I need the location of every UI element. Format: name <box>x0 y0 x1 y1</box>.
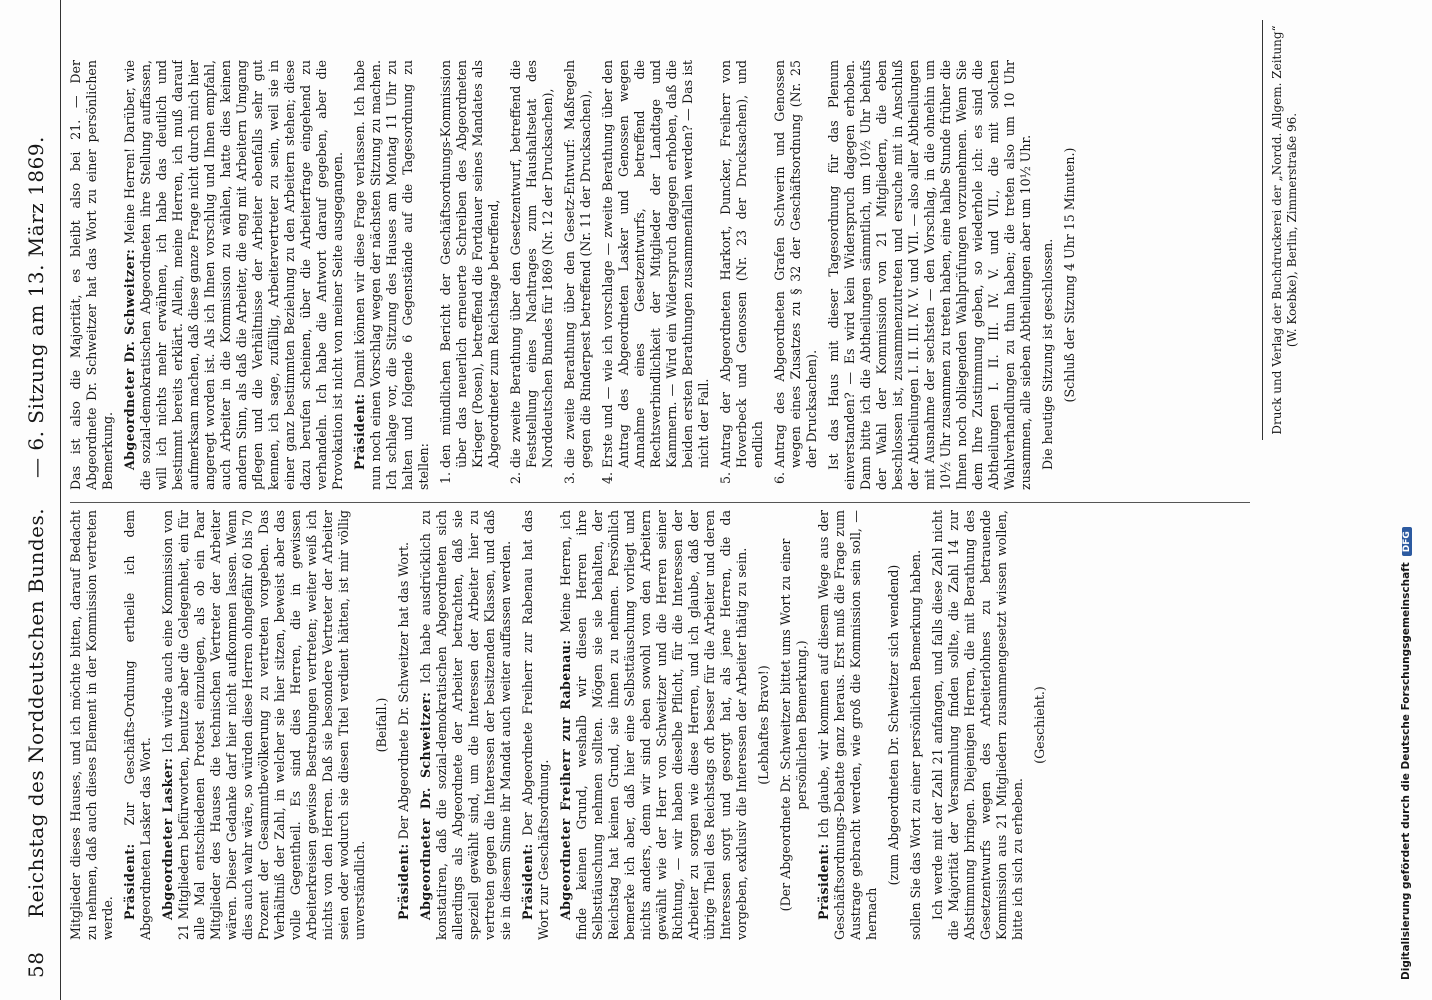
stage-direction: (zum Abgeordneten Dr. Schweitzer sich wendend) <box>886 564 901 886</box>
paragraph: Mitglieder dieses Hauses, und ich möchte bitten, darauf Bedacht zu nehmen, daß auch dieses Element in der Kommission vertreten werde. <box>68 510 115 940</box>
reaction: (Beifall.) <box>374 697 389 753</box>
paragraph: Das ist also die Majorität, es bleibt also bei 21. — Der Abgeordnete Dr. Schweitzer hat das Wort zu einer persönlichen Bemerkung. <box>68 60 115 490</box>
imprint-rule <box>1262 20 1263 440</box>
reaction: (Geschieht.) <box>1032 686 1047 764</box>
page-header <box>24 18 54 978</box>
agenda-list <box>438 60 820 490</box>
left-column <box>68 510 1298 940</box>
right-column <box>68 60 1298 490</box>
agenda-item: 5. Antrag der Abgeordneten Harkort, Duncker, Freiherr von Hoverbeck und Genossen (Nr. 23 der Drucksachen), und endlich <box>718 60 766 468</box>
paragraph <box>396 510 412 940</box>
header-title-left: Reichstag des Norddeutschen Bundes. <box>24 507 48 918</box>
session-closing: (Schluß der Sitzung 4 Uhr 15 Minuten.) <box>1062 147 1077 403</box>
speaker-name: Abgeordneter Dr. Schweitzer: <box>418 691 433 920</box>
paragraph <box>160 510 368 940</box>
paragraph <box>122 60 346 490</box>
paragraph <box>418 510 514 940</box>
dfg-logo: DFG <box>1402 527 1412 556</box>
speaker-name: Präsident: <box>396 843 411 920</box>
speech-text: Ich glaube, wir kommen auf diesem Wege aus der Geschäftsordnungs-Debatte ganz heraus. Erst muß die Frage zum Austrage gebracht werden, wie groß die Kommission sein soll, — hernach <box>816 510 879 940</box>
credit-text: Digitalisierung gefördert durch die Deutsche Forschungsgemeinschaft <box>1400 562 1412 980</box>
speaker-name: Abgeordneter Lasker: <box>160 757 175 920</box>
speech-text: Ich würde auch eine Kommission von 21 Mitgliedern befürworten, benutze aber die Gelegenheit, ein für alle Mal entschiedenen Protest einzulegen, als ob ein Paar Mitglieder des Hauses die technischen Vertreter der Arbeiter wären. Dieser Gedanke darf hier nicht aufkommen lassen. Wenn dies auch wahr wäre, so würden diese Herren ohngefähr 60 bis 70 Prozent der Gesammtbevölkerung zu vertreten vorgeben. Das Verhältniß der Zahl, in welcher sie hier sitzen, beweist aber das volle Gegentheil. Es sind dies Herren, die in gewissen Arbeiterkreisen gewisse Bestrebungen vertreten; weiter weiß ich nichts von den Herren. Daß sie besondere Vertreter der Arbeiter seien oder wodurch sie diesen Titel verdient hätten, ist mir völlig unverständlich. <box>160 510 367 940</box>
paragraph <box>558 510 750 940</box>
reaction: (Lebhaftes Bravo!) <box>756 665 771 785</box>
speech-text: Meine Herren! Darüber, wie die sozial-demokratischen Abgeordneten ihre Stellung auffassen, will ich nichts mehr erwähnen, ich habe das deutlich und bestimmt bereits erklärt. Allein, meine Herren, ich muß darauf aufmerksam machen, daß diese ganze Frage nicht durch mich hier angeregt worden ist. Als ich Ihnen vorschlug und Ihnen empfahl, auch Arbeiter in die Kommission zu wählen, hatte dies keinen andern Sinn, als daß die Arbeiter, die eng mit Arbeitern Umgang pflegen und die Verhältnisse der Arbeiter ebenfalls sehr gut kennen, ich sage, zufällig, Arbeitervertreter zu sein, weil sie in einer ganz bestimmten Beziehung zu den Arbeitern stehen; diese dazu berufen scheinen, über die Arbeiterfrage eingehend zu verhandeln. Ich habe die Antwort darauf gegeben, aber die Provokation ist nicht von meiner Seite ausgegangen. <box>122 60 345 490</box>
printer-imprint: Druck und Verlag der Buchdruckerei der „Nordd. Allgem. Zeitung“ (W. Koebke), Berlin, Zimmerstraße 96. <box>1270 25 1299 435</box>
paragraph: Die heutige Sitzung ist geschlossen. <box>1040 238 1055 470</box>
speaker-name: Abgeordneter Freiherr zur Rabenau: <box>558 639 573 920</box>
agenda-item: 6. Antrag des Abgeordneten Grafen Schwerin und Genossen wegen eines Zusatzes zu § 32 der Geschäftsordnung (Nr. 25 der Drucksachen). <box>772 60 820 468</box>
page-number: 58 <box>24 951 48 978</box>
speaker-name: Präsident: <box>352 393 367 470</box>
speaker-name: Präsident: <box>520 843 535 920</box>
agenda-item: 3. die zweite Berathung über den Gesetz-Entwurf: Maßregeln gegen die Rinderpest betreffend (Nr. 11 der Drucksachen), <box>562 60 594 468</box>
column-separator <box>70 502 1250 503</box>
paragraph: sollen Sie das Wort zu einer persönlichen Bemerkung haben. <box>908 549 923 940</box>
paragraph: Ich werde mit der Zahl 21 anfangen, und falls diese Zahl nicht die Majorität der Versammlung finden sollte, die Zahl 14 zur Abstimmung bringen. Diejenigen Herren, die mit Berathung des Gesetzentwurfs wegen des Arbeiterlohnes zu betrauende Kommission aus 21 Mitgliedern zusammengesetzt wissen wollen, bitte ich sich zu erheben. <box>930 510 1025 940</box>
stage-direction: (Der Abgeordnete Dr. Schweitzer bittet ums Wort zu einer persönlichen Bemerkung.) <box>778 538 809 912</box>
paragraph <box>352 60 432 490</box>
digitization-credit <box>1400 20 1424 980</box>
agenda-item: 4. Erste und — wie ich vorschlage — zweite Berathung über den Antrag des Abgeordneten Lasker und Genossen wegen Annahme eines Gesetzentwurfs, betreffend die Rechtsverbindlichkeit der Mitglieder der Landtage und Kammern. — Wird ein Widerspruch dagegen erhoben, daß die beiden ersten Berathungen zusammenfallen werden? — Das ist nicht der Fall. <box>600 60 712 468</box>
agenda-item: 1. den mündlichen Bericht der Geschäftsordnungs-Kommission über das neuerlich erneuerte Schreiben des Abgeordneten Krieger (Posen), betreffend die Fortdauer seines Mandates als Abgeordneter zum Reichstage betreffend, <box>438 60 502 468</box>
speech-text: Der Abgeordnete Freiherr zur Rabenau hat das Wort zur Geschäftsordnung. <box>520 510 551 940</box>
speech-text: Meine Herren, ich finde keinen Grund, weshalb wir diesen Herren ihre Selbsttäuschung nehmen sollten. Mögen sie sie behalten, der Reichstag hat keinen Grund, sie ihnen zu nehmen. Persönlich bemerke ich aber, daß hier eine Selbsttäuschung vorliegt und nichts anders, denn wir sind eben sowohl von den Arbeitern gewählt wie der Herr von Schweitzer und die Herren seiner Richtung, — wir haben dieselbe Pflicht, für die Interessen der Arbeiter zu sorgen wie diese Herren, und ich glaube, daß der übrige Theil des Reichstags oft besser für die Arbeiter und deren Interessen sorgt und gesorgt hat, als jene Herren, die da vorgeben, exklusiv die Interessen der Arbeiter thätig zu sein. <box>558 510 749 940</box>
speech-text: Ich habe ausdrücklich zu konstatiren, daß die sozial-demokratischen Abgeordneten sich allerdings als Abgeordnete der Arbeiter betrachten, daß sie speziell gewählt sind, um die Interessen der Arbeiter hier zu vertreten gegen die Interessen der besitzenden Klassen, und daß sie in diesem Sinne ihr Mandat auch weiter auffassen werden. <box>418 510 513 940</box>
agenda-item: 2. die zweite Berathung über den Gesetzentwurf, betreffend die Feststellung eines Nachtrages zum Haushaltsetat des Norddeutschen Bundes für 1869 (Nr. 12 der Drucksachen), <box>508 60 556 468</box>
header-rule <box>60 0 61 1000</box>
speaker-name: Abgeordneter Dr. Schweitzer: <box>122 248 137 470</box>
speech-text: Zur Geschäfts-Ordnung ertheile ich dem Abgeordneten Lasker das Wort. <box>122 510 153 940</box>
speech-text: Damit können wir diese Frage verlassen. Ich habe nun noch einen Vorschlag wegen der nächsten Sitzung zu machen. Ich schlage vor, die Sitzung des Hauses am Montag 11 Uhr zu halten und folgende 6 Gegenstände auf die Tagesordnung zu stellen: <box>352 60 431 490</box>
paragraph <box>816 510 880 940</box>
speaker-name: Präsident: <box>816 843 831 920</box>
paragraph <box>122 510 154 940</box>
paragraph <box>520 510 552 940</box>
speech-text: Der Abgeordnete Dr. Schweitzer hat das Wort. <box>396 541 411 840</box>
paragraph: Ist das Haus mit dieser Tagesordnung für das Plenum einverstanden? — Es wird kein Widerspruch dagegen erhoben. Dann bitte ich die Abtheilungen sämmtlich, um 10½ Uhr behufs der Wahl der Kommission von 21 Mitgliedern, die eben beschlossen ist, zusammenzutreten und ersuche mit in Anschluß der Abtheilungen I. II. III. IV. V. und VII. — also aller Abtheilungen mit Ausnahme der sechsten — den Vorschlag, in die ohnehin um 10½ Uhr zusammen zu treten haben, eine halbe Stunde früher die Ihnen noch obliegenden Wahlprüfungen vorzunehmen. Wenn Sie dem Ihre Zustimmung geben, so wiederhole ich: es sind die Abtheilungen I. II. III. IV. V. und VII., die mit solchen Wahlverhandlungen zu thun haben; die treten also um 10 Uhr zusammen, alle sieben Abtheilungen aber um 10½ Uhr. <box>826 60 1033 490</box>
header-title-right: — 6. Sitzung am 13. März 1869. <box>24 136 48 478</box>
speaker-name: Präsident: <box>122 843 137 920</box>
